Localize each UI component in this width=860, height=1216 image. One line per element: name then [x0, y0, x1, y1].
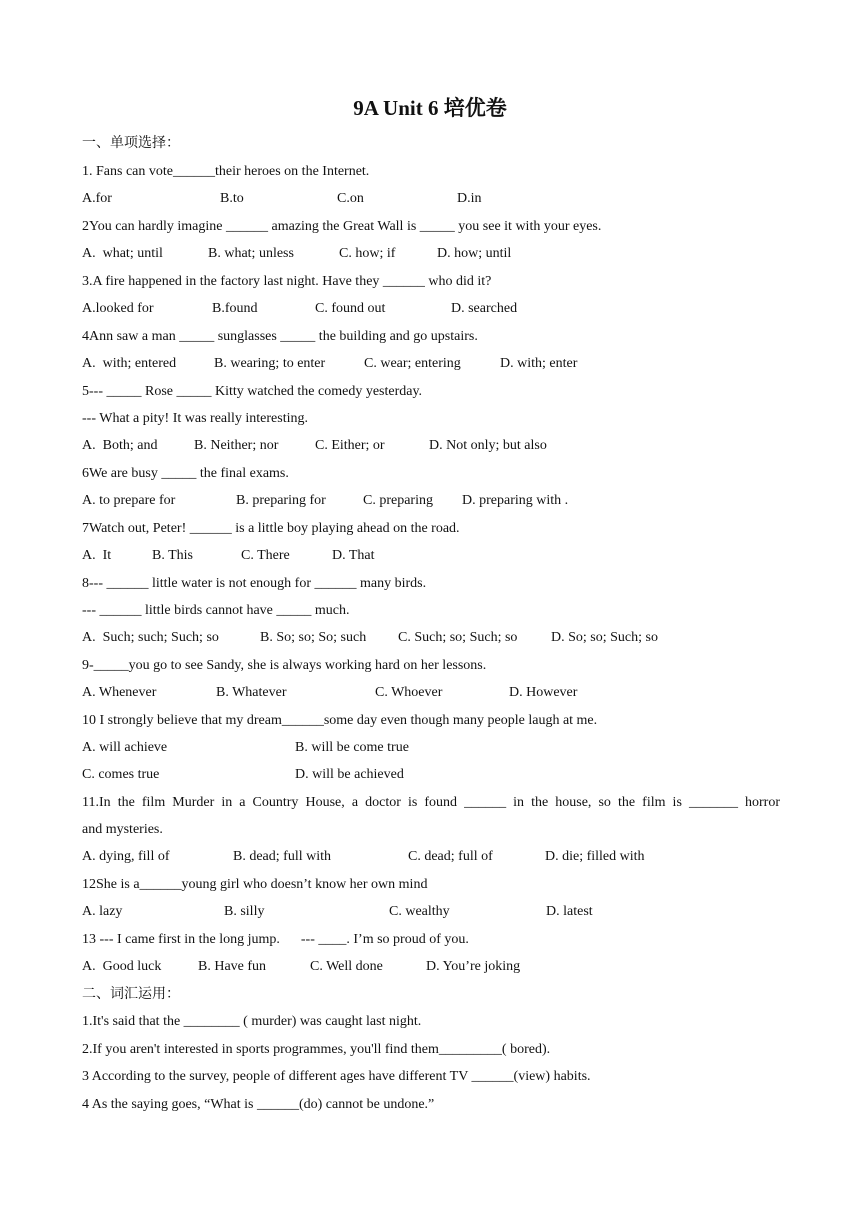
option-c: C. Whoever: [375, 685, 443, 700]
option-d: D.in: [457, 191, 482, 206]
question-8-dialogue: --- ______ little birds cannot have _____ much.: [82, 603, 350, 618]
option-d: D. You’re joking: [426, 959, 521, 974]
question-6-stem: 6We are busy _____ the final exams.: [82, 466, 289, 481]
vocab-item-4: 4 As the saying goes, “What is ______(do) cannot be undone.”: [82, 1097, 435, 1112]
question-9-stem: 9-_____you go to see Sandy, she is always working hard on her lessons.: [82, 658, 487, 673]
option-b: B. what; unless: [208, 246, 294, 261]
question-7-options: [82, 547, 802, 565]
page-title: 9A Unit 6 培优卷: [353, 96, 507, 120]
option-d: D. preparing with .: [462, 493, 569, 508]
question-10-stem: 10 I strongly believe that my dream______some day even though many people laugh at me.: [82, 713, 598, 728]
question-11-options: [82, 848, 802, 866]
option-c: C. comes true: [82, 767, 160, 782]
question-10-options-row-2: [82, 766, 802, 784]
option-b: B. Neither; nor: [194, 438, 279, 453]
option-c: C. how; if: [339, 246, 396, 261]
option-a: A. Both; and: [82, 438, 158, 453]
option-d: D. That: [332, 548, 375, 563]
option-d: D. Not only; but also: [429, 438, 547, 453]
option-a: A. will achieve: [82, 740, 168, 755]
question-8-options: [82, 629, 802, 647]
option-b: B. Have fun: [198, 959, 267, 974]
option-b: B.to: [220, 191, 244, 206]
option-a: A. Whenever: [82, 685, 157, 700]
option-b: B. wearing; to enter: [214, 356, 326, 371]
question-6-options: [82, 492, 802, 510]
option-d: D. However: [509, 685, 578, 700]
question-3-options: [82, 300, 802, 318]
option-b: B. So; so; So; such: [260, 630, 367, 645]
option-c: C. There: [241, 548, 290, 563]
question-4-options: [82, 355, 802, 373]
option-a: A. Such; such; Such; so: [82, 630, 219, 645]
option-a: A. to prepare for: [82, 493, 176, 508]
question-2-stem: 2You can hardly imagine ______ amazing the Great Wall is _____ you see it with your eyes.: [82, 219, 602, 234]
option-c: C. preparing: [363, 493, 433, 508]
vocab-item-2: 2.If you aren't interested in sports programmes, you'll find them_________( bored).: [82, 1042, 551, 1057]
option-c: C. dead; full of: [408, 849, 493, 864]
question-11-stem: 11.In the film Murder in a Country House, a doctor is found ______ in the house, so the film is _______ horror: [82, 795, 780, 810]
question-4-stem: 4Ann saw a man _____ sunglasses _____ the building and go upstairs.: [82, 329, 478, 344]
option-d: D. latest: [546, 904, 593, 919]
option-a: A. dying, fill of: [82, 849, 170, 864]
option-a: A. It: [82, 548, 112, 563]
question-11-stem-continued: and mysteries.: [82, 822, 163, 837]
section-heading-multiple-choice: 一、单项选择：: [82, 136, 180, 151]
option-a: A.looked for: [82, 301, 154, 316]
option-a: A. what; until: [82, 246, 163, 261]
question-13-stem: 13 --- I came first in the long jump. --- ____. I’m so proud of you.: [82, 932, 469, 947]
option-c: C. Such; so; Such; so: [398, 630, 518, 645]
question-1-stem: 1. Fans can vote______their heroes on the Internet.: [82, 164, 370, 179]
option-c: C. wear; entering: [364, 356, 461, 371]
question-9-options: [82, 684, 802, 702]
option-d: D. die; filled with: [545, 849, 645, 864]
option-c: C. Either; or: [315, 438, 385, 453]
question-7-stem: 7Watch out, Peter! ______ is a little boy playing ahead on the road.: [82, 521, 460, 536]
question-5-dialogue: --- What a pity! It was really interesting.: [82, 411, 308, 426]
option-d: D. searched: [451, 301, 518, 316]
option-b: B. preparing for: [236, 493, 326, 508]
option-d: D. how; until: [437, 246, 512, 261]
option-a: A. with; entered: [82, 356, 177, 371]
option-a: A. Good luck: [82, 959, 162, 974]
question-2-options: [82, 245, 802, 263]
question-5-options: [82, 437, 802, 455]
option-d: D. with; enter: [500, 356, 578, 371]
option-d: D. So; so; Such; so: [551, 630, 658, 645]
option-b: B. will be come true: [295, 740, 409, 755]
question-5-stem: 5--- _____ Rose _____ Kitty watched the comedy yesterday.: [82, 384, 423, 399]
option-d: D. will be achieved: [295, 767, 404, 782]
option-a: A. lazy: [82, 904, 123, 919]
vocab-item-3: 3 According to the survey, people of different ages have different TV ______(view) habits.: [82, 1069, 591, 1084]
question-12-options: [82, 903, 802, 921]
option-b: B. dead; full with: [233, 849, 331, 864]
question-12-stem: 12She is a______young girl who doesn’t know her own mind: [82, 877, 428, 892]
question-3-stem: 3.A fire happened in the factory last night. Have they ______ who did it?: [82, 274, 492, 289]
question-1-options: [82, 190, 802, 208]
option-c: C. Well done: [310, 959, 383, 974]
question-13-options: [82, 958, 802, 976]
vocab-item-1: 1.It's said that the ________ ( murder) was caught last night.: [82, 1014, 422, 1029]
option-b: B.found: [212, 301, 258, 316]
question-8-stem: 8--- ______ little water is not enough for ______ many birds.: [82, 576, 427, 591]
option-c: C. found out: [315, 301, 386, 316]
option-b: B. silly: [224, 904, 265, 919]
question-10-options-row-1: [82, 739, 802, 757]
option-b: B. This: [152, 548, 193, 563]
option-c: C.on: [337, 191, 364, 206]
option-b: B. Whatever: [216, 685, 287, 700]
option-a: A.for: [82, 191, 112, 206]
option-c: C. wealthy: [389, 904, 450, 919]
section-heading-vocabulary: 二、词汇运用：: [82, 987, 180, 1002]
